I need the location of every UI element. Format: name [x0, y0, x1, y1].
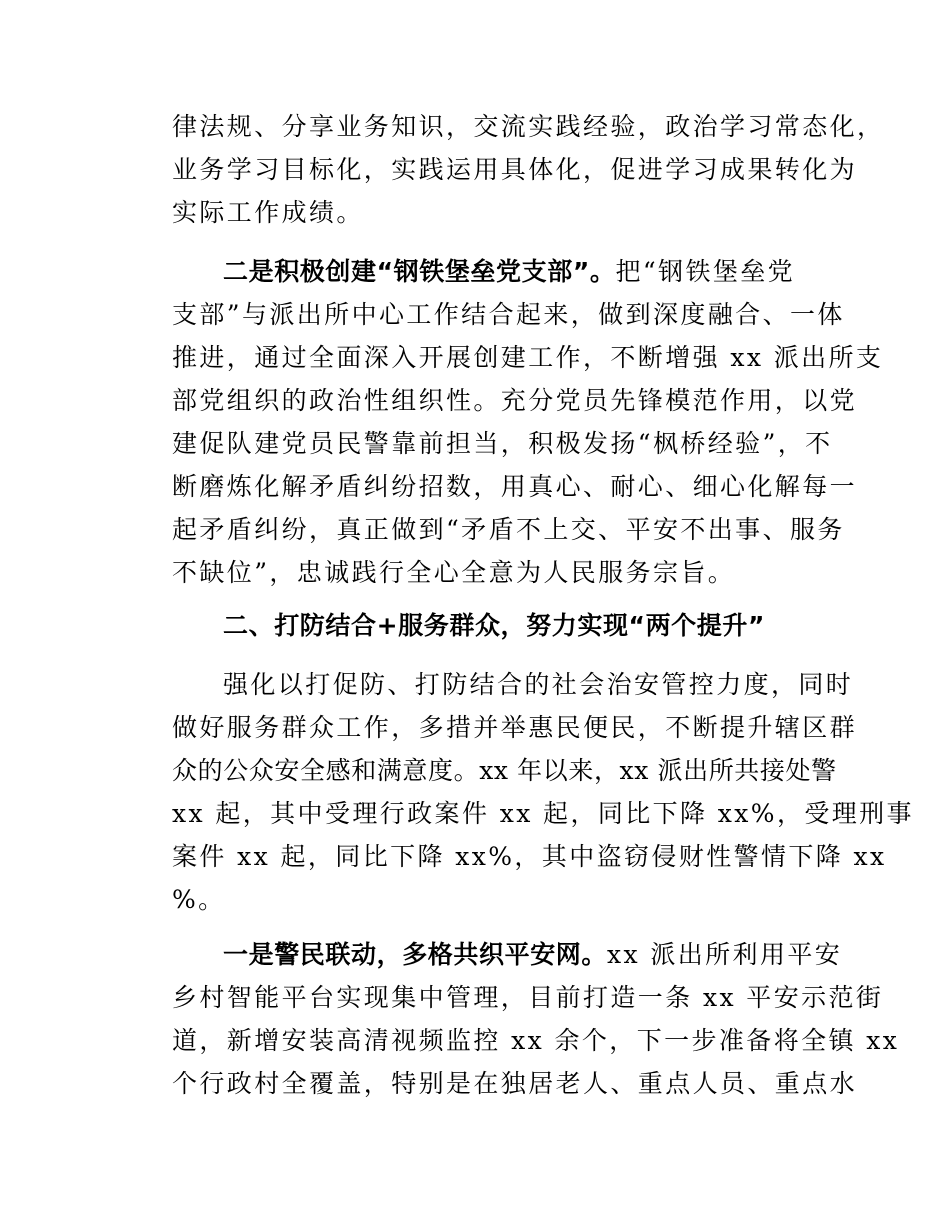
paragraph-study [172, 105, 885, 234]
text-line: xx 起，其中受理行政案件 xx 起，同比下降 xx%，受理刑事 [172, 799, 914, 828]
text-line: 律法规、分享业务知识，交流实践经验，政治学习常态化， [172, 112, 885, 141]
text-line: 众的公众安全感和满意度。xx 年以来，xx 派出所共接处警 [172, 756, 837, 785]
paragraph-statistics [172, 663, 914, 921]
text-line: %。 [172, 885, 226, 914]
paragraph-police-community [172, 933, 900, 1105]
text-line [172, 933, 843, 976]
section-heading [172, 604, 812, 647]
text-line: 支部”与派出所中心工作结合起来，做到深度融合、一体 [172, 300, 845, 329]
text-run: xx 派出所利用平安 [607, 940, 843, 969]
text-line: 乡村智能平台实现集中管理，目前打造一条 xx 平安示范街 [172, 983, 884, 1012]
text-line: 建促队建党员民警靠前担当，积极发扬“枫桥经验”，不 [172, 429, 833, 458]
text-line: 个行政村全覆盖，特别是在独居老人、重点人员、重点水 [172, 1069, 858, 1098]
text-line: 强化以打促防、打防结合的社会治安管控力度，同时 [223, 670, 854, 699]
text-run: 把“钢铁堡垒党 [615, 257, 796, 286]
text-line: 推进，通过全面深入开展创建工作，不断增强 xx 派出所支 [172, 343, 884, 372]
text-line: 业务学习目标化，实践运用具体化，促进学习成果转化为 [172, 155, 858, 184]
paragraph-party-branch [172, 250, 884, 594]
text-line [172, 250, 812, 293]
paragraph-lead-bold: 一是警民联动，多格共织平安网。 [223, 940, 608, 969]
text-line: 案件 xx 起，同比下降 xx%，其中盗窃侵财性警情下降 xx [172, 842, 887, 871]
text-line: 做好服务群众工作，多措并举惠民便民，不断提升辖区群 [172, 713, 858, 742]
text-line: 实际工作成绩。 [172, 198, 364, 227]
text-line: 不缺位”，忠诚践行全心全意为人民服务宗旨。 [172, 558, 736, 587]
paragraph-lead-bold: 二是积极创建“钢铁堡垒党支部”。 [223, 257, 616, 286]
text-line: 部党组织的政治性组织性。充分党员先锋模范作用，以党 [172, 386, 858, 415]
heading-text: 二、打防结合+服务群众，努力实现“两个提升” [223, 611, 766, 640]
text-line: 起矛盾纠纷，真正做到“矛盾不上交、平安不出事、服务 [172, 515, 845, 544]
text-line: 断磨炼化解矛盾纠纷招数，用真心、耐心、细心化解每一 [172, 472, 858, 501]
text-line: 道，新增安装高清视频监控 xx 余个，下一步准备将全镇 xx [172, 1026, 900, 1055]
